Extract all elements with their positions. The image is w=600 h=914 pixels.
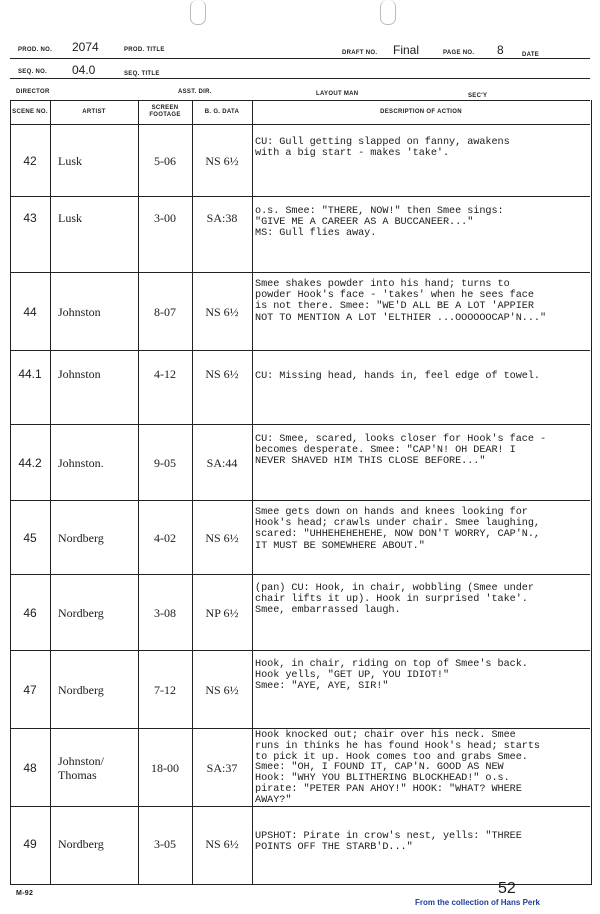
scene-number: 45 <box>23 531 37 545</box>
binder-hole-left <box>190 0 206 25</box>
artist-name: Johnston. <box>58 456 104 470</box>
scene-number: 44.2 <box>18 456 42 470</box>
artist-name: Nordberg <box>58 531 104 545</box>
scene-number: 47 <box>23 683 37 697</box>
bg-data: NP 6½ <box>205 605 239 620</box>
bg-data: NS 6½ <box>205 530 239 545</box>
screen-footage: 7-12 <box>154 682 176 697</box>
screen-footage: 5-06 <box>154 153 176 168</box>
binder-hole-right <box>380 0 396 25</box>
scene-number: 49 <box>23 837 37 851</box>
seq-no-value: 04.0 <box>72 63 96 77</box>
prod-title-label: PROD. TITLE <box>124 47 165 53</box>
artist-name: Johnston <box>58 367 101 381</box>
page-no-label: PAGE NO. <box>443 50 475 56</box>
bg-data: SA:38 <box>206 211 238 225</box>
scene-number: 43 <box>23 211 37 225</box>
col-header-scene: SCENE NO. <box>12 108 48 115</box>
screen-footage: 3-05 <box>154 837 176 851</box>
bg-data: NS 6½ <box>205 153 239 168</box>
col-header-artist: ARTIST <box>82 108 106 115</box>
scene-number: 44 <box>23 305 37 319</box>
screen-footage: 9-05 <box>154 455 176 470</box>
bg-data: NS 6½ <box>205 304 239 319</box>
bg-data: NS 6½ <box>205 682 239 697</box>
action-description: UPSHOT: Pirate in crow's nest, yells: "THREE POINTS OFF THE STARB'D..." <box>255 831 522 854</box>
artist-name: Lusk <box>58 211 82 225</box>
table-row <box>10 650 590 729</box>
action-description: Hook knocked out; chair over his neck. Smee runs in thinks he has found Hook's head; starts to pick it up. Hook comes too and grabs Smee. Smee: "OH, I FOUND IT, CAP'N. GOOD AS NEW Hook: "WHY YOU BLITHERING BLOCKHEAD!" o.s. pirate: "PETER PAN AHOY!" HOOK: "WHAT? WHERE AWAY?" <box>255 730 540 806</box>
scene-number: 44.1 <box>18 367 42 381</box>
page-no-value: 8 <box>497 43 504 57</box>
action-description: CU: Missing head, hands in, feel edge of towel. <box>255 371 540 382</box>
seq-title-label: SEQ. TITLE <box>124 71 160 77</box>
handwritten-page-mark: 52 <box>498 880 516 897</box>
layout-man-label: LAYOUT MAN <box>316 91 359 97</box>
artist-name: Johnston/ Thomas <box>58 754 105 782</box>
table-row <box>10 124 590 197</box>
prod-no-value: 2074 <box>72 40 99 54</box>
scene-number: 46 <box>23 606 37 620</box>
director-label: DIRECTOR <box>16 89 50 95</box>
screen-footage: 3-00 <box>154 211 176 225</box>
secy-label: SEC'Y <box>468 93 488 99</box>
action-description: Smee gets down on hands and knees looking for Hook's head; crawls under chair. Smee laughing, scared: "UHHEHEHEHEHE, NOW DON'T WORRY, CAP'N., IT MUST BE SOMEWHERE ABOUT." <box>255 507 540 552</box>
draft-no-value: Final <box>393 43 420 57</box>
table-row <box>10 500 590 575</box>
action-description: CU: Smee, scared, looks closer for Hook's face - becomes desperate. Smee: "CAP'N! OH DEAR! I NEVER SHAVED HIM THIS CLOSE BEFORE..." <box>255 434 547 468</box>
asst-dir-label: ASST. DIR. <box>178 89 212 95</box>
action-description: Smee shakes powder into his hand; turns to powder Hook's face - 'takes' when he sees face is not there. Smee: "WE'D ALL BE A LOT 'APPIER NOT TO MENTION A LOT 'ELTHIER ...OOOOOOCAP'N..." <box>255 279 547 324</box>
col-header-footage: SCREEN FOOTAGE <box>149 105 181 118</box>
artist-name: Johnston <box>58 305 101 319</box>
collection-credit: From the collection of Hans Perk <box>415 898 540 907</box>
table-row <box>10 806 590 885</box>
seq-no-label: SEQ. NO. <box>18 69 48 75</box>
table-row <box>10 728 590 807</box>
screen-footage: 8-07 <box>154 304 176 319</box>
form-number: M-92 <box>16 890 34 897</box>
table-row <box>10 272 590 351</box>
screen-footage: 4-12 <box>154 367 176 381</box>
table-row <box>10 196 590 273</box>
table-row <box>10 424 590 501</box>
date-label: DATE <box>522 52 540 58</box>
col-header-description: DESCRIPTION OF ACTION <box>380 108 462 115</box>
action-description: (pan) CU: Hook, in chair, wobbling (Smee under chair lifts it up). Hook in surprised 'take'. Smee, embarrassed laugh. <box>255 583 534 617</box>
action-description: CU: Gull getting slapped on fanny, awakens with a big start - makes 'take'. <box>255 137 510 160</box>
table-row <box>10 350 590 425</box>
col-header-bg-data: B. G. DATA <box>204 108 240 115</box>
screen-footage: 4-02 <box>154 530 176 545</box>
artist-name: Nordberg <box>58 683 104 697</box>
header-rule-1 <box>10 58 590 59</box>
table-row <box>10 574 590 651</box>
artist-name: Nordberg <box>58 606 104 620</box>
bg-data: SA:44 <box>206 455 238 470</box>
scene-number: 48 <box>23 761 37 775</box>
bg-data: SA:37 <box>206 760 238 775</box>
action-description: Hook, in chair, riding on top of Smee's back. Hook yells, "GET UP, YOU IDIOT!" Smee: "AYE, AYE, SIR!" <box>255 659 528 693</box>
bg-data: NS 6½ <box>205 837 239 851</box>
bg-data: NS 6½ <box>205 367 239 381</box>
artist-name: Nordberg <box>58 837 104 851</box>
draft-no-label: DRAFT NO. <box>342 50 378 56</box>
prod-no-label: PROD. NO. <box>18 47 53 53</box>
screen-footage: 18-00 <box>151 760 179 775</box>
artist-name: Lusk <box>58 154 82 168</box>
scene-number: 42 <box>23 154 37 168</box>
action-description: o.s. Smee: "THERE, NOW!" then Smee sings: "GIVE ME A CAREER AS A BUCCANEER..." MS: Gull flies away. <box>255 206 504 240</box>
screen-footage: 3-08 <box>154 605 176 620</box>
header-rule-2 <box>10 78 590 79</box>
